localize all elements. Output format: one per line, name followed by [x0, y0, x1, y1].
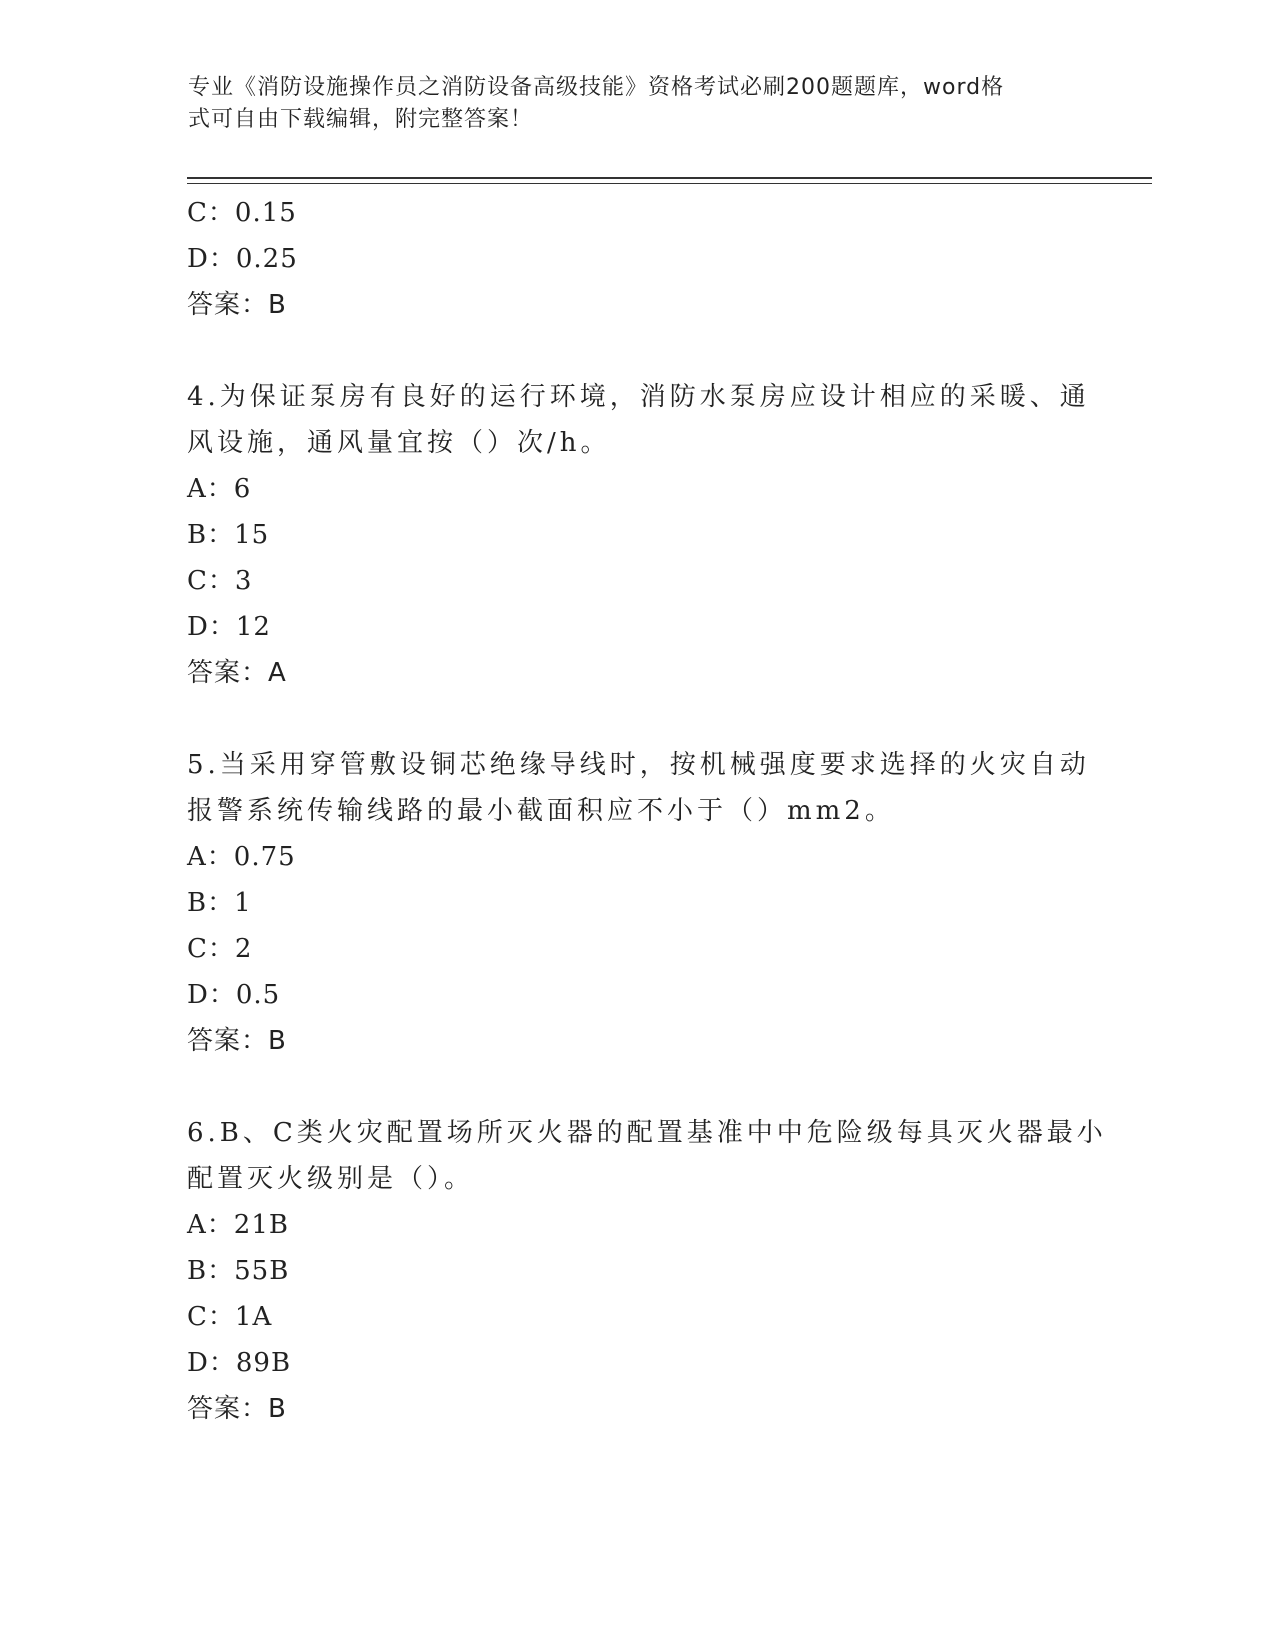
question-stem-line-2: 风设施，通风量宜按（）次/h。: [187, 428, 611, 458]
option-a: A：6: [187, 474, 252, 504]
answer-line: 答案：B: [187, 1026, 287, 1056]
spacer: [187, 1064, 1087, 1110]
header-line-2: 式可自由下载编辑，附完整答案！: [188, 107, 534, 132]
option-b: B：1: [187, 888, 252, 918]
question-6: [187, 1110, 1107, 1432]
option-a: A：0.75: [187, 842, 296, 872]
question-5: [187, 742, 1090, 1064]
answer-line: 答案：B: [187, 290, 287, 320]
option-d: D：89B: [187, 1348, 292, 1378]
option-c: C：1A: [187, 1302, 273, 1332]
partial-question: [187, 190, 1087, 328]
spacer: [187, 696, 1087, 742]
option-d: D：0.25: [187, 244, 298, 274]
option-c: C：3: [187, 566, 253, 596]
question-stem-line-1: 5.当采用穿管敷设铜芯绝缘导线时，按机械强度要求选择的火灾自动: [187, 750, 1090, 780]
option-c: C：0.15: [187, 198, 297, 228]
option-d: D：0.5: [187, 980, 281, 1010]
question-stem-line-2: 配置灭火级别是（）。: [187, 1164, 475, 1194]
answer-line: 答案：A: [187, 658, 287, 688]
option-b: B：15: [187, 520, 270, 550]
header-line-1: 专业《消防设施操作员之消防设备高级技能》资格考试必刷200题题库，word格: [188, 75, 1005, 100]
option-b: B：55B: [187, 1256, 290, 1286]
option-d: D：12: [187, 612, 271, 642]
spacer: [187, 328, 1087, 374]
option-c: C：2: [187, 934, 253, 964]
document-header: [188, 72, 1068, 136]
question-stem-line-1: 6.B、C类火灾配置场所灭火器的配置基准中中危险级每具灭火器最小: [187, 1118, 1107, 1148]
answer-line: 答案：B: [187, 1394, 287, 1424]
question-4: [187, 374, 1090, 696]
option-a: A：21B: [187, 1210, 289, 1240]
header-divider: [187, 177, 1152, 179]
question-stem-line-2: 报警系统传输线路的最小截面积应不小于（）mm2。: [187, 796, 895, 826]
question-stem-line-1: 4.为保证泵房有良好的运行环境，消防水泵房应设计相应的采暖、通: [187, 382, 1090, 412]
header-divider-thin: [187, 183, 1152, 184]
question-list: [187, 190, 1107, 1432]
